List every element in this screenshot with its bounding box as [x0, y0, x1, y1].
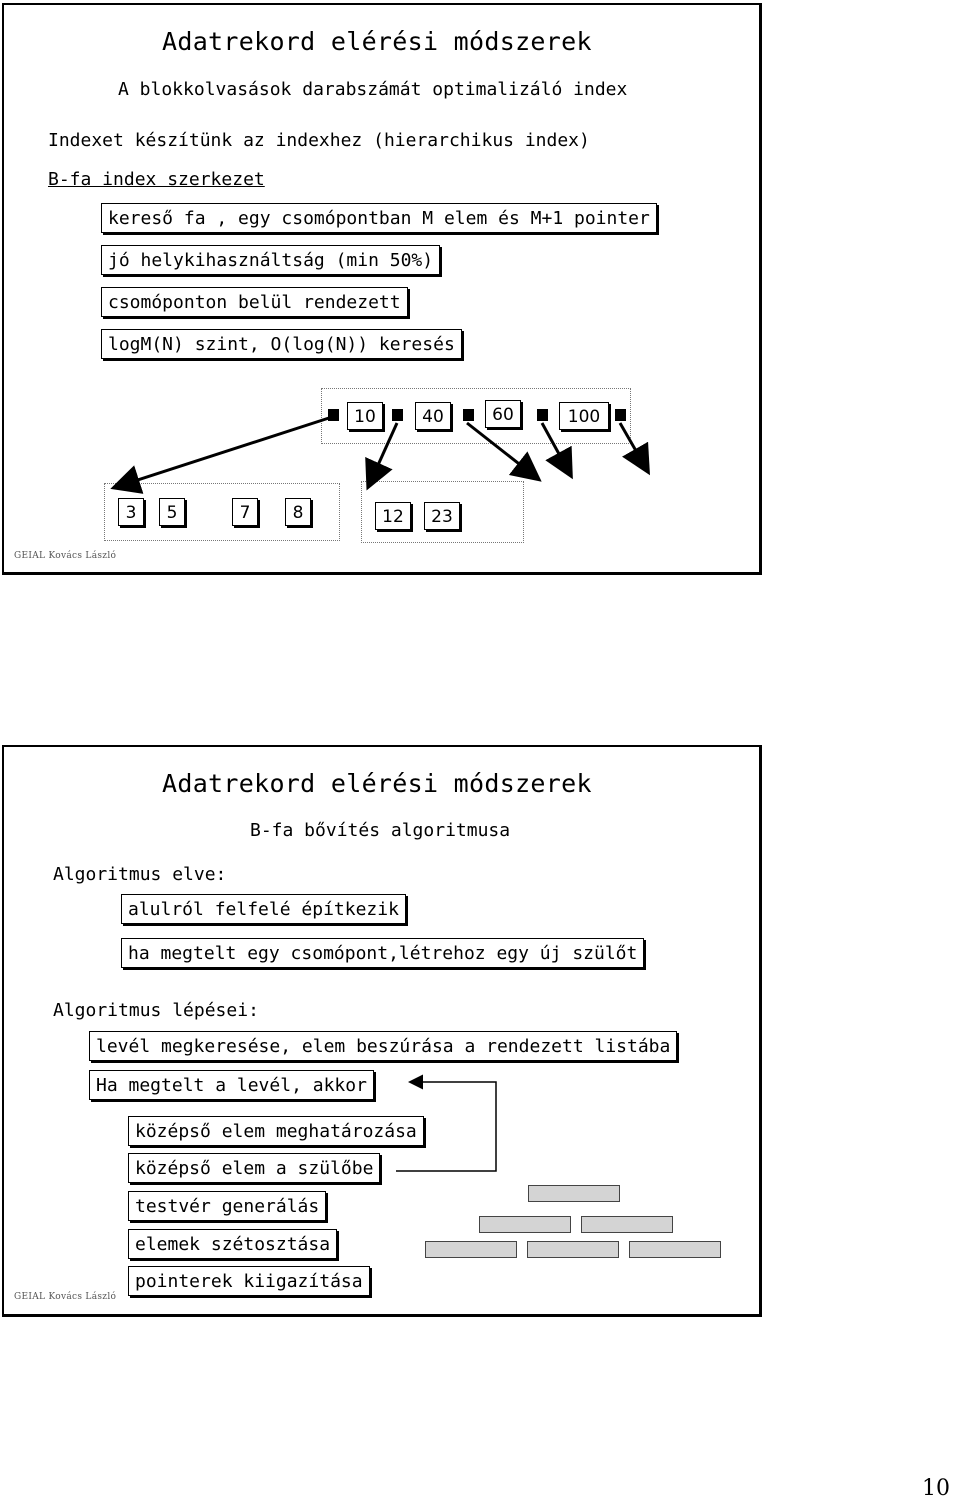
step-box: Ha megtelt a levél, akkor	[89, 1070, 374, 1100]
slide-1	[2, 3, 762, 575]
tree-key: 3	[118, 498, 144, 526]
tree-arrows	[4, 5, 764, 577]
tree-key: 10	[347, 402, 383, 430]
substep-box: pointerek kiigazítása	[128, 1266, 370, 1296]
tree-key: 8	[285, 498, 311, 526]
text-line-underlined: B-fa index szerkezet	[48, 169, 265, 190]
substep-box: középső elem meghatározása	[128, 1116, 424, 1146]
substep-box: középső elem a szülőbe	[128, 1153, 380, 1183]
footer-author: GEIAL Kovács László	[14, 1292, 117, 1302]
steps-label: Algoritmus lépései:	[53, 1000, 259, 1021]
tree-key: 40	[415, 402, 451, 430]
tree-level-box	[527, 1241, 619, 1258]
tree-key: 60	[485, 400, 521, 428]
substep-box: testvér generálás	[128, 1191, 326, 1221]
tree-level-box	[581, 1216, 673, 1233]
tree-key: 100	[559, 402, 609, 430]
principle-box: ha megtelt egy csomópont,létrehoz egy új szülőt	[121, 938, 644, 968]
property-box: csomóponton belül rendezett	[101, 287, 408, 317]
property-box: jó helykihasználtság (min 50%)	[101, 245, 440, 275]
tree-key: 12	[375, 502, 411, 530]
tree-key: 5	[159, 498, 185, 526]
step-box: levél megkeresése, elem beszúrása a rendezett listába	[89, 1031, 677, 1061]
substep-box: elemek szétosztása	[128, 1229, 337, 1259]
tree-level-box	[479, 1216, 571, 1233]
principle-label: Algoritmus elve:	[53, 864, 227, 885]
tree-level-box	[425, 1241, 517, 1258]
principle-box: alulról felfelé építkezik	[121, 894, 406, 924]
slide-title: Adatrekord elérési módszerek	[162, 27, 592, 56]
slide-subtitle: A blokkolvasások darabszámát optimalizáló index	[118, 79, 628, 100]
footer-author: GEIAL Kovács László	[14, 551, 117, 561]
slide-2	[2, 745, 762, 1317]
property-box: logM(N) szint, O(log(N)) keresés	[101, 329, 462, 359]
slide-title: Adatrekord elérési módszerek	[162, 769, 592, 798]
property-box: kereső fa , egy csomópontban M elem és M+1 pointer	[101, 203, 657, 233]
slide-subtitle: B-fa bővítés algoritmusa	[250, 820, 511, 841]
tree-key: 23	[424, 502, 460, 530]
text-line: Indexet készítünk az indexhez (hierarchikus index)	[48, 130, 590, 151]
tree-level-box	[528, 1185, 620, 1202]
page-number: 10	[922, 1476, 950, 1501]
loop-arrow	[4, 747, 764, 1319]
tree-level-box	[629, 1241, 721, 1258]
tree-key: 7	[232, 498, 258, 526]
